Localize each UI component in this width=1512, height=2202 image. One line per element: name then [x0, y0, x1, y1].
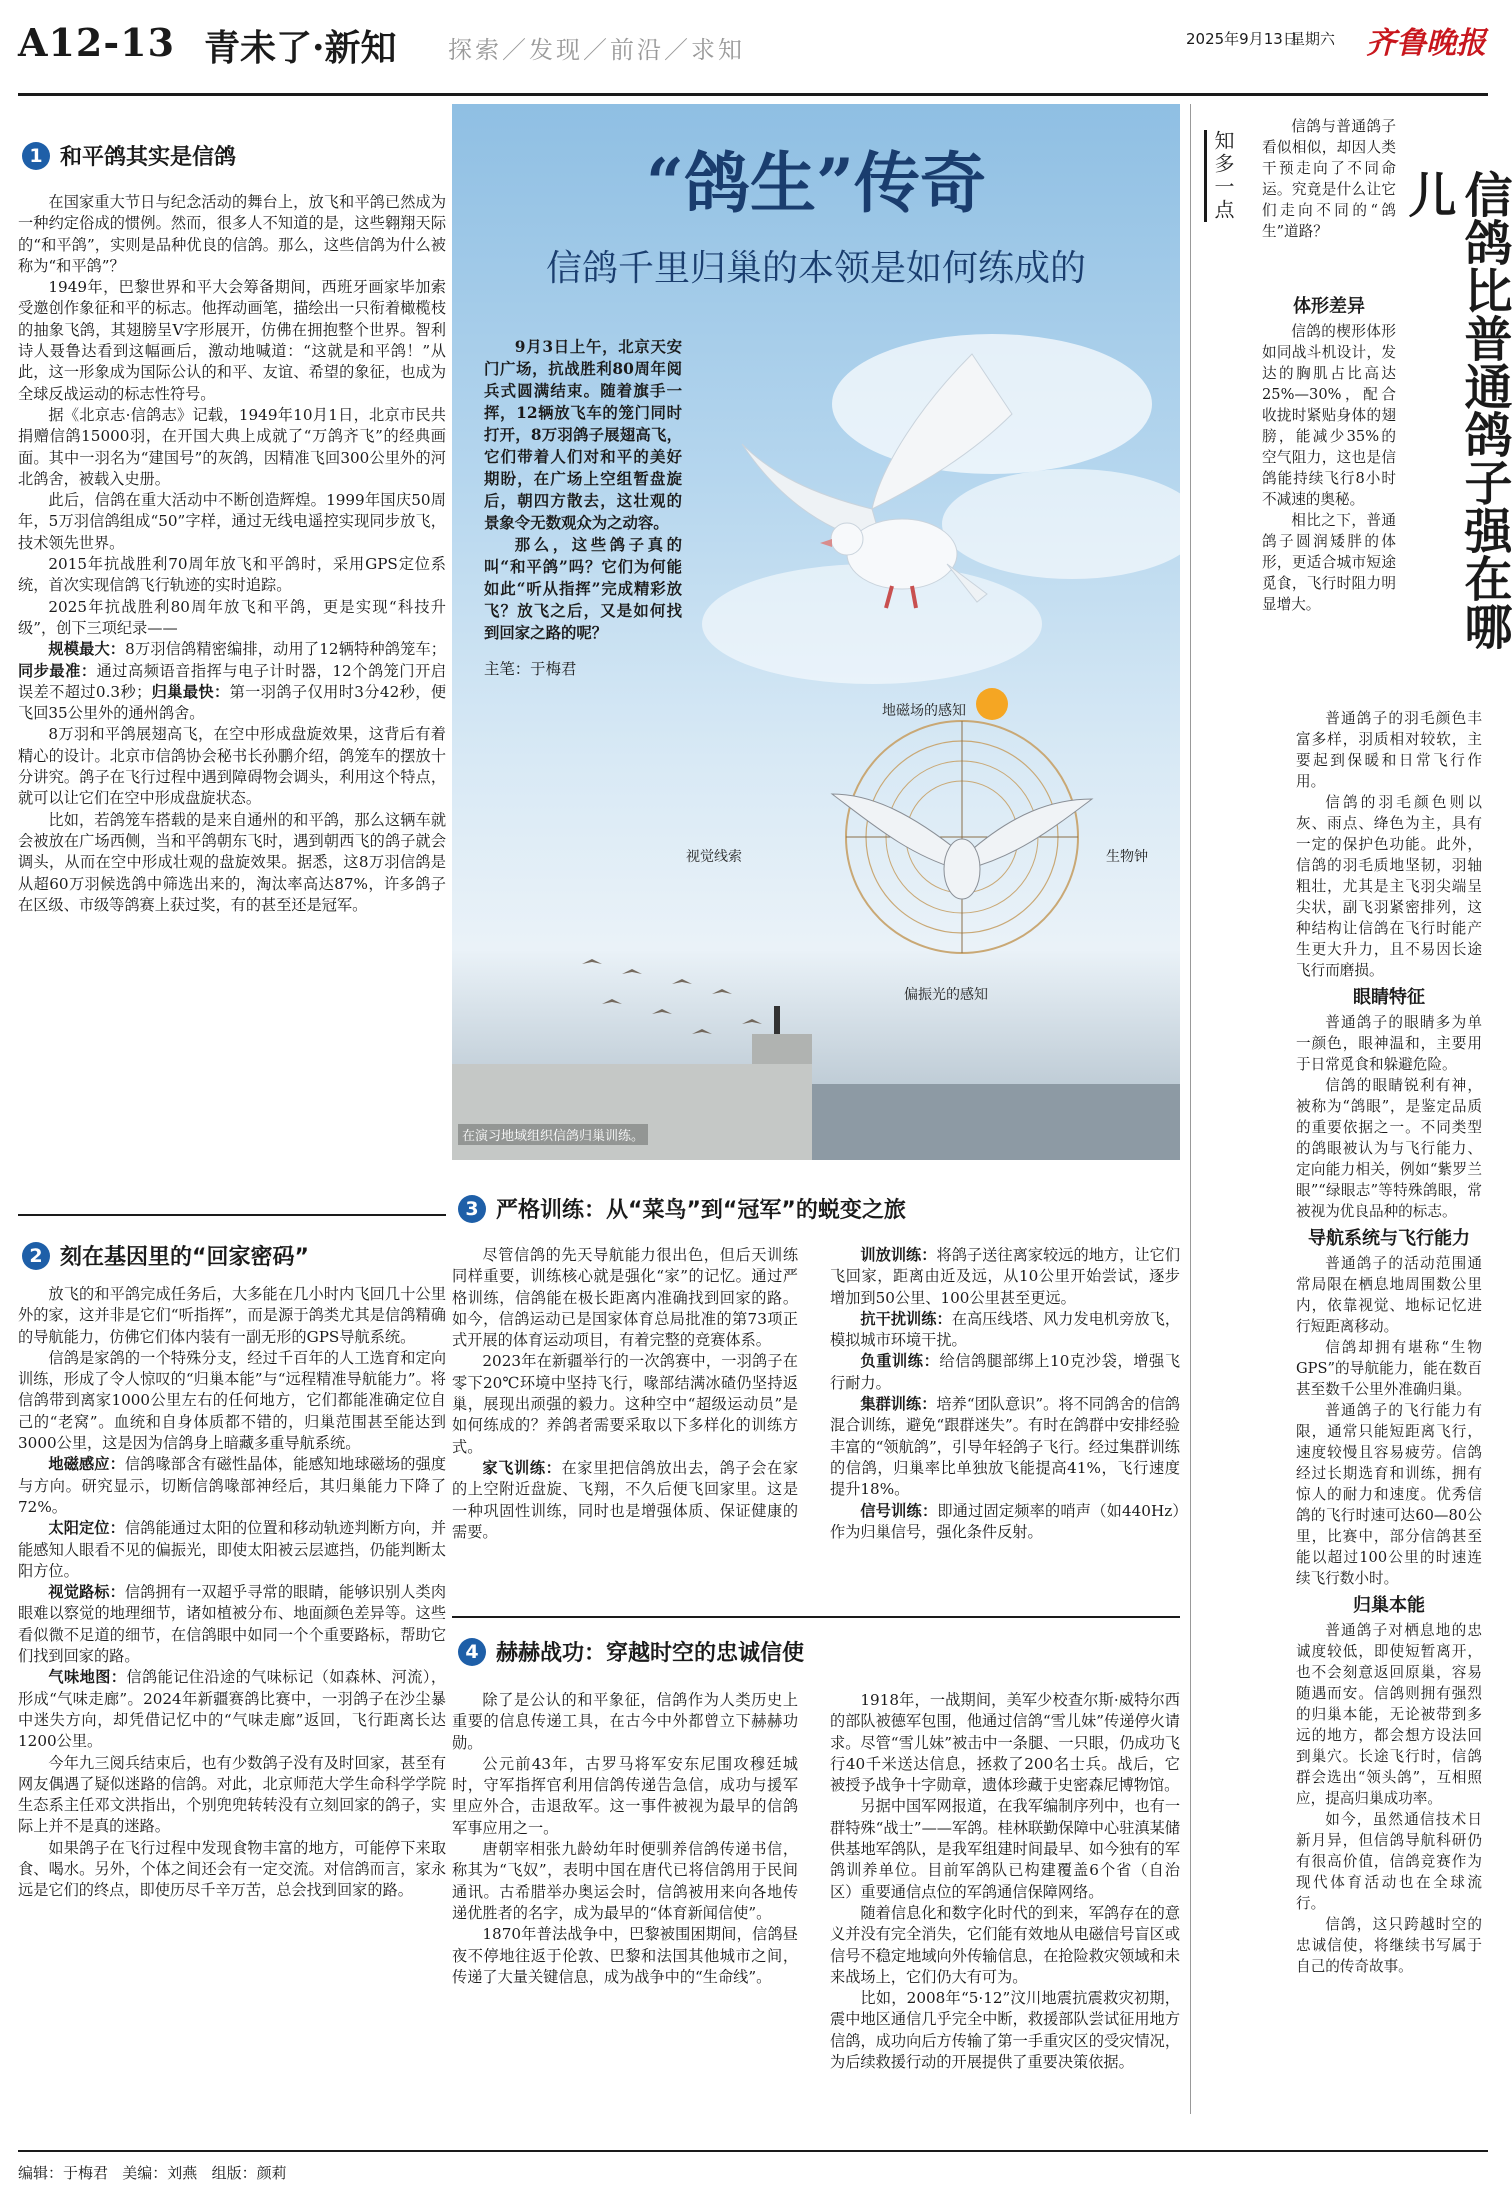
section-2-heading [22, 1240, 309, 1271]
item-lead: 负重训练： [860, 1352, 940, 1371]
sidebar-subheading: 体形差异 [1293, 296, 1365, 317]
intro-block [484, 336, 682, 680]
paragraph: 比如，若鸽笼车搭载的是来自通州的和平鸽，那么这辆车就会被放在广场西侧，当和平鸽朝东飞时，遇到朝西飞的鸽子就会调头，从而在空中形成壮观的盘旋效果。据悉，这8万羽信鸽是从超60万羽候选鸽中筛选出来的，淘汰率高达87%，许多鸽子在区级、市级等鸽赛上获过奖，有的甚至还是冠军。 [18, 810, 446, 914]
sidebar-paragraph: 普通鸽子对栖息地的忠诚度较低，即使短暂离开，也不会刻意返回原巢，容易随遇而安。信鸽则拥有强烈的归巢本能，无论被带到多远的地方，都会想方设法回到巢穴。长途飞行时，信鸽群会选出“领头鸽”，互相照应，提高归巢成功率。 [1296, 1622, 1482, 1807]
section-2-body [18, 1284, 446, 1902]
training-item [452, 1458, 798, 1543]
item-text: 即通过固定频率的哨声（如440Hz）作为归巢信号，强化条件反射。 [830, 1501, 1180, 1541]
paragraph: 尽管信鸽的先天导航能力很出色，但后天训练同样重要，训练核心就是强化“家”的记忆。通过严格训练，信鸽能在极长距离内准确找到回家的路。如今，信鸽运动已是国家体育总局批准的第73项正式开展的体育运动项目，有着完整的竞赛体系。 [452, 1246, 798, 1350]
training-item [830, 1501, 1180, 1544]
hero-title: “鸽生”传奇 [646, 144, 986, 222]
item-lead: 训放训练： [860, 1246, 937, 1264]
hero-panel [452, 104, 1180, 1160]
paragraph: 另据中国军网报道，在我军编制序列中，也有一群特殊“战士”——军鸽。桂林联勤保障中心驻滇某储供基地军鸽队，是我军组建时间最早、如今独有的军鸽训养单位。目前军鸽队已构建覆盖6个省（自治区）重要通信点位的军鸽通信保障网络。 [830, 1797, 1180, 1901]
section-2-number: 2 [22, 1242, 50, 1270]
sidebar-paragraph: 信鸽却拥有堪称“生物GPS”的导航能力，能在数百甚至数千公里外准确归巢。 [1296, 1339, 1482, 1398]
section-4-col-a [452, 1690, 798, 1988]
nav-item [18, 1582, 446, 1667]
item-text: 将鸽子送往离家较远的地方，让它们飞回家，距离由近及远，从10公里开始尝试，逐步增加到50公里、100公里甚至更远。 [830, 1246, 1181, 1307]
paragraph: 除了是公认的和平象征，信鸽作为人类历史上重要的信息传递工具，在古今中外都曾立下赫赫功勋。 [452, 1691, 798, 1752]
nav-item [18, 1667, 446, 1752]
paragraph: 2015年抗战胜利70周年放飞和平鸽时，采用GPS定位系统，首次实现信鸽飞行轨迹的实时追踪。 [18, 555, 446, 595]
diagram-label-right: 生物钟 [1106, 849, 1148, 865]
section-3-col-b [830, 1245, 1180, 1543]
footer-credits: 编辑：于梅君 美编：刘燕 组版：颜莉 [18, 2164, 287, 2182]
item-text: 信鸽能通过太阳的位置和移动轨迹判断方向，并能感知人眼看不见的偏振光，即使太阳被云层遮挡，仍能判断太阳方位。 [18, 1519, 446, 1580]
sidebar-paragraph: 信鸽，这只跨越时空的忠诚信使，将继续书写属于自己的传奇故事。 [1296, 1916, 1482, 1975]
section-4-heading [458, 1636, 804, 1667]
sidebar-body [1296, 708, 1482, 1977]
item-lead: 抗干扰训练： [860, 1309, 952, 1328]
sidebar-paragraph: 信鸽的眼睛锐利有神，被称为“鸽眼”，是鉴定品质的重要依据之一。不同类型的鸽眼被认为与飞行能力、定向能力相关，例如“紫罗兰眼”“绿眼志”等特殊鸽眼，常被视为优良品种的标志。 [1296, 1077, 1482, 1220]
section-3-number: 3 [458, 1195, 486, 1223]
paragraph: 此后，信鸽在重大活动中不断创造辉煌。1999年国庆50周年，5万羽信鸽组成“50”字样，通过无线电遥控实现同步放飞，技术领先世界。 [18, 491, 446, 552]
item-text: 在家里把信鸽放出去，鸽子会在家的上空附近盘旋、飞翔，不久后便飞回家里。这是一种巩固性训练，同时也是增强体质、保证健康的需要。 [452, 1458, 799, 1541]
paragraph: 放飞的和平鸽完成任务后，大多能在几小时内飞回几十公里外的家，这并非是它们“听指挥”，而是源于鸽类尤其是信鸽精确的导航能力，仿佛它们体内装有一副无形的GPS导航系统。 [18, 1285, 446, 1346]
sidebar-subheading: 归巢本能 [1353, 1595, 1425, 1616]
section-1-heading [22, 140, 236, 171]
newspaper-logo: 齐鲁晚报 [1366, 26, 1486, 61]
record-lead: 同步最准： [18, 661, 97, 680]
training-item [830, 1245, 1180, 1309]
item-text: 培养“团队意识”。将不同鸽舍的信鸽混合训练，避免“跟群迷失”。有时在鸽群中安排经验丰富的“领航鸽”，引导年轻鸽子飞行。经过集群训练的信鸽，归巢率比单独放飞能提高41%，飞行速度提升18%。 [830, 1395, 1180, 1499]
sidebar-paragraph: 普通鸽子的活动范围通常局限在栖息地周围数公里内，依靠视觉、地标记忆进行短距离移动。 [1296, 1255, 1482, 1335]
author-line: 主笔：于梅君 [484, 660, 577, 678]
column-name: 青未了·新知 [204, 27, 397, 69]
section-1-title: 和平鸽其实是信鸽 [60, 145, 237, 170]
diagram-label-bottom: 偏振光的感知 [904, 987, 988, 1003]
sidebar-tag: 知多一点 [1204, 130, 1238, 222]
sidebar-divider [1190, 104, 1191, 2114]
item-lead: 家飞训练： [482, 1458, 562, 1477]
nav-item [18, 1454, 446, 1518]
sidebar-intro: 信鸽与普通鸽子看似相似，却因人类干预走向了不同命运。究竟是什么让它们走向不同的“鸽生”道路？ [1262, 118, 1396, 240]
section-2-top-rule [18, 1214, 446, 1216]
record-lead: 归巢最快： [151, 682, 230, 701]
sidebar-subheading: 导航系统与飞行能力 [1308, 1228, 1470, 1249]
record-item [18, 639, 446, 724]
section-3-heading [458, 1193, 906, 1224]
sidebar-paragraph: 信鸽的楔形体形如同战斗机设计，发达的胸肌占比高达25%—30%，配合收拢时紧贴身体的翅膀，能减少35%的空气阻力，这也是信鸽能持续飞行8小时不减速的奥秘。 [1262, 323, 1396, 508]
paragraph: 1918年，一战期间，美军少校查尔斯·威特尔西的部队被德军包围，他通过信鸽“雪儿妹”传递停火请求。尽管“雪儿妹”被击中一条腿、一只眼，仍成功飞行40千米送达信息，拯救了200名士兵。战后，它被授予战争十字勋章，遗体珍藏于史密森尼博物馆。 [830, 1691, 1180, 1795]
sidebar-paragraph: 普通鸽子的羽毛颜色丰富多样，羽质相对较软，主要起到保暖和日常飞行作用。 [1296, 710, 1482, 790]
sidebar-paragraph: 信鸽的羽毛颜色则以灰、雨点、绛色为主，具有一定的保护色功能。此外，信鸽的羽毛质地坚韧，羽轴粗壮，尤其是主飞羽尖端呈尖状，副飞羽紧密排列，这种结构让信鸽在飞行时能产生更大升力，且不易因长途飞行而磨损。 [1296, 794, 1482, 979]
sidebar-paragraph: 普通鸽子的眼睛多为单一颜色，眼神温和，主要用于日常觅食和躲避危险。 [1296, 1014, 1482, 1073]
item-text: 在高压线塔、风力发电机旁放飞，模拟城市环境干扰。 [830, 1309, 1181, 1350]
item-lead: 气味地图： [48, 1668, 127, 1687]
record-text: 第一羽鸽子仅用时3分42秒，便飞回35公里外的通州鸽舍。 [18, 682, 447, 723]
item-lead: 视觉路标： [48, 1583, 125, 1602]
section-3-col-a [452, 1245, 798, 1543]
column-tagline: 探索／发现／前沿／求知 [448, 36, 745, 64]
paragraph: 随着信息化和数字化时代的到来，军鸽存在的意义并没有完全消失，它们能有效地从电磁信号盲区或信号不稳定地域向外传输信息，在抢险救灾领域和未来战场上，它们仍大有可为。 [830, 1903, 1180, 1986]
issue-weekday: 星期六 [1290, 30, 1336, 48]
record-lead: 规模最大： [48, 640, 126, 659]
section-3-title: 严格训练：从“菜鸟”到“冠军”的蜕变之旅 [496, 1198, 906, 1223]
sidebar-paragraph: 相比之下，普通鸽子圆润矮胖的体形，更适合城市短途觅食，飞行时阻力明显增大。 [1262, 512, 1396, 613]
paragraph: 公元前43年，古罗马将军安东尼围攻穆廷城时，守军指挥官利用信鸽传递告急信，成功与援军里应外合，击退敌军。这一事件被视为最早的信鸽军事应用之一。 [452, 1754, 798, 1837]
paragraph: 2023年在新疆举行的一次鸽赛中，一羽鸽子在零下20℃环境中坚持飞行，喙部结满冰碴仍坚持返巢，展现出顽强的毅力。这种空中“超级运动员”是如何练成的？养鸽者需要采取以下多样化的训练方式。 [452, 1352, 798, 1456]
paragraph: 比如，2008年“5·12”汶川地震抗震救灾初期，震中地区通信几乎完全中断，救援部队尝试征用地方信鸽，成功向后方传输了第一手重灾区的受灾情况，为后续救援行动的开展提供了重要决策依据。 [830, 1989, 1180, 2072]
intro-paragraph: 9月3日上午，北京天安门广场，抗战胜利80周年阅兵式圆满结束。随着旗手一挥，12辆放飞车的笼门同时打开，8万羽鸽子展翅高飞，它们带着人们对和平的美好期盼，在广场上空组暂盘旋后，朝四方散去，这壮观的景象令无数观众为之动容。 [484, 338, 682, 532]
paragraph: 1870年普法战争中，巴黎被围困期间，信鸽昼夜不停地往返于伦敦、巴黎和法国其他城市之间，传递了大量关键信息，成为战争中的“生命线”。 [452, 1925, 798, 1986]
section-4-col-b [830, 1690, 1180, 2073]
paragraph: 1949年，巴黎世界和平大会筹备期间，西班牙画家毕加索受邀创作象征和平的标志。他挥动画笔，描绘出一只衔着橄榄枝的抽象飞鸽，其翅膀呈V字形展开，仿佛在拥抱整个世界。智利诗人聂鲁达看到这幅画后，激动地喊道：“这就是和平鸽！”从此，这一形象成为国际公认的和平、友谊、希望的象征，也成为全球反战运动的标志性符号。 [18, 278, 446, 403]
section-1-body [18, 192, 446, 916]
page-numbers: A12-13 [18, 20, 176, 65]
section-2-title: 刻在基因里的“回家密码” [60, 1245, 309, 1270]
diagram-label-left: 视觉线索 [686, 849, 742, 865]
section-1-number: 1 [22, 142, 50, 170]
header-rule [18, 93, 1488, 96]
issue-date: 2025年9月13日 [1186, 30, 1298, 48]
nav-item [18, 1518, 446, 1582]
diagram-label-top: 地磁场的感知 [882, 703, 966, 719]
paragraph: 8万羽和平鸽展翅高飞，在空中形成盘旋效果，这背后有着精心的设计。北京市信鸽协会秘书长孙鹏介绍，鸽笼车的摆放十分讲究。鸽子在飞行过程中遇到障碍物会调头，利用这个特点，就可以让它们在空中形成盘旋状态。 [18, 725, 446, 808]
training-item [830, 1394, 1180, 1500]
item-lead: 地磁感应： [48, 1455, 125, 1474]
item-text: 信鸽能记住沿途的气味标记（如森林、河流），形成“气味走廊”。2024年新疆赛鸽比赛中，一羽鸽子在沙尘暴中迷失方向，却凭借记忆中的“气味走廊”返回，飞行距离长达1200公里。 [18, 1668, 447, 1751]
sidebar-title: 信鸽比普通鸽子强在哪儿 [1400, 170, 1512, 650]
item-text: 信鸽拥有一双超乎寻常的眼睛，能够识别人类肉眼难以察觉的地理细节，诸如植被分布、地面颜色差异等。这些看似微不足道的细节，在信鸽眼中如同一个个重要路标，帮助它们找到回家的路。 [18, 1583, 446, 1666]
item-lead: 太阳定位： [48, 1519, 125, 1538]
intro-paragraph: 那么，这些鸽子真的叫“和平鸽”吗？它们为何能如此“听从指挥”完成精彩放飞？放飞之后，又是如何找到回家之路的呢？ [484, 536, 682, 642]
item-text: 给信鸽腿部绑上10克沙袋，增强飞行耐力。 [830, 1352, 1181, 1392]
record-text: 通过高频语音指挥与电子计时器，12个鸽笼门开启误差不超过0.3秒； [18, 661, 447, 701]
paragraph: 信鸽是家鸽的一个特殊分支，经过千百年的人工选育和定向训练，形成了令人惊叹的“归巢本能”与“远程精准导航能力”。将信鸽带到离家1000公里左右的任何地方，它们都能准确定位自己的“老窝”。血统和自身体质都不错的，归巢范围甚至能达到3000公里，这是因为信鸽身上暗藏多重导航系统。 [18, 1348, 446, 1453]
masthead [18, 8, 1488, 80]
paragraph: 如果鸽子在飞行过程中发现食物丰富的地方，可能停下来取食、喝水。另外，个体之间还会有一定交流。对信鸽而言，家永远是它们的终点，即使历尽千辛万苦，总会找到回家的路。 [18, 1838, 446, 1900]
paragraph: 据《北京志·信鸽志》记载，1949年10月1日，北京市民共捐赠信鸽15000羽，在开国大典上成就了“万鸽齐飞”的经典画面。其中一羽名为“建国号”的灰鸽，因精准飞回300公里外的河北鸽舍，被载入史册。 [18, 405, 446, 488]
sidebar-paragraph: 如今，虽然通信技术日新月异，但信鸽导航科研仍有很高价值，信鸽竞赛作为现代体育活动也在全球流行。 [1296, 1811, 1482, 1912]
photo-caption: 在演习地域组织信鸽归巢训练。 [458, 1124, 648, 1145]
sidebar-body-top [1262, 290, 1396, 615]
record-text: 8万羽信鸽精密编排，动用了12辆特种鸽笼车； [125, 640, 446, 659]
sidebar-subheading: 眼睛特征 [1353, 987, 1425, 1008]
item-lead: 信号训练： [860, 1501, 938, 1520]
section-4-title: 赫赫战功：穿越时空的忠诚信使 [496, 1641, 805, 1666]
sidebar-paragraph: 普通鸽子的飞行能力有限，通常只能短距离飞行，速度较慢且容易疲劳。信鸽经过长期选育和训练，拥有惊人的耐力和速度。优秀信鸽的飞行时速可达60—80公里，比赛中，部分信鸽甚至能以超过100公里的时速连续飞行数小时。 [1296, 1402, 1482, 1587]
paragraph: 2025年抗战胜利80周年放飞和平鸽，更是实现“科技升级”，创下三项纪录—— [18, 597, 446, 637]
paragraph: 在国家重大节日与纪念活动的舞台上，放飞和平鸽已然成为一种约定俗成的惯例。然而，很多人不知道的是，这些翱翔天际的“和平鸽”，实则是品种优良的信鸽。那么，这些信鸽为什么被称为“和平鸽”？ [18, 193, 446, 275]
hero-subtitle: 信鸽千里归巢的本领是如何练成的 [545, 248, 1086, 289]
section-4-number: 4 [458, 1638, 486, 1666]
footer-rule [18, 2150, 1488, 2152]
training-item [830, 1351, 1180, 1394]
training-item [830, 1309, 1180, 1352]
item-lead: 集群训练： [860, 1395, 937, 1414]
item-text: 信鸽喙部含有磁性晶体，能感知地球磁场的强度与方向。研究显示，切断信鸽喙部神经后，其归巢能力下降了72%。 [18, 1455, 446, 1516]
section-4-top-rule [452, 1616, 1180, 1618]
paragraph: 唐朝宰相张九龄幼年时便驯养信鸽传递书信，称其为“飞奴”，表明中国在唐代已将信鸽用于民间通讯。古希腊举办奥运会时，信鸽被用来向各地传递优胜者的名字，成为最早的“体育新闻信使”。 [452, 1840, 798, 1922]
paragraph: 今年九三阅兵结束后，也有少数鸽子没有及时回家，甚至有网友偶遇了疑似迷路的信鸽。对此，北京师范大学生命科学学院生态系主任邓文洪指出，个别兜兜转转没有立刻回家的鸽子，实际上并不是真的迷路。 [18, 1753, 446, 1836]
